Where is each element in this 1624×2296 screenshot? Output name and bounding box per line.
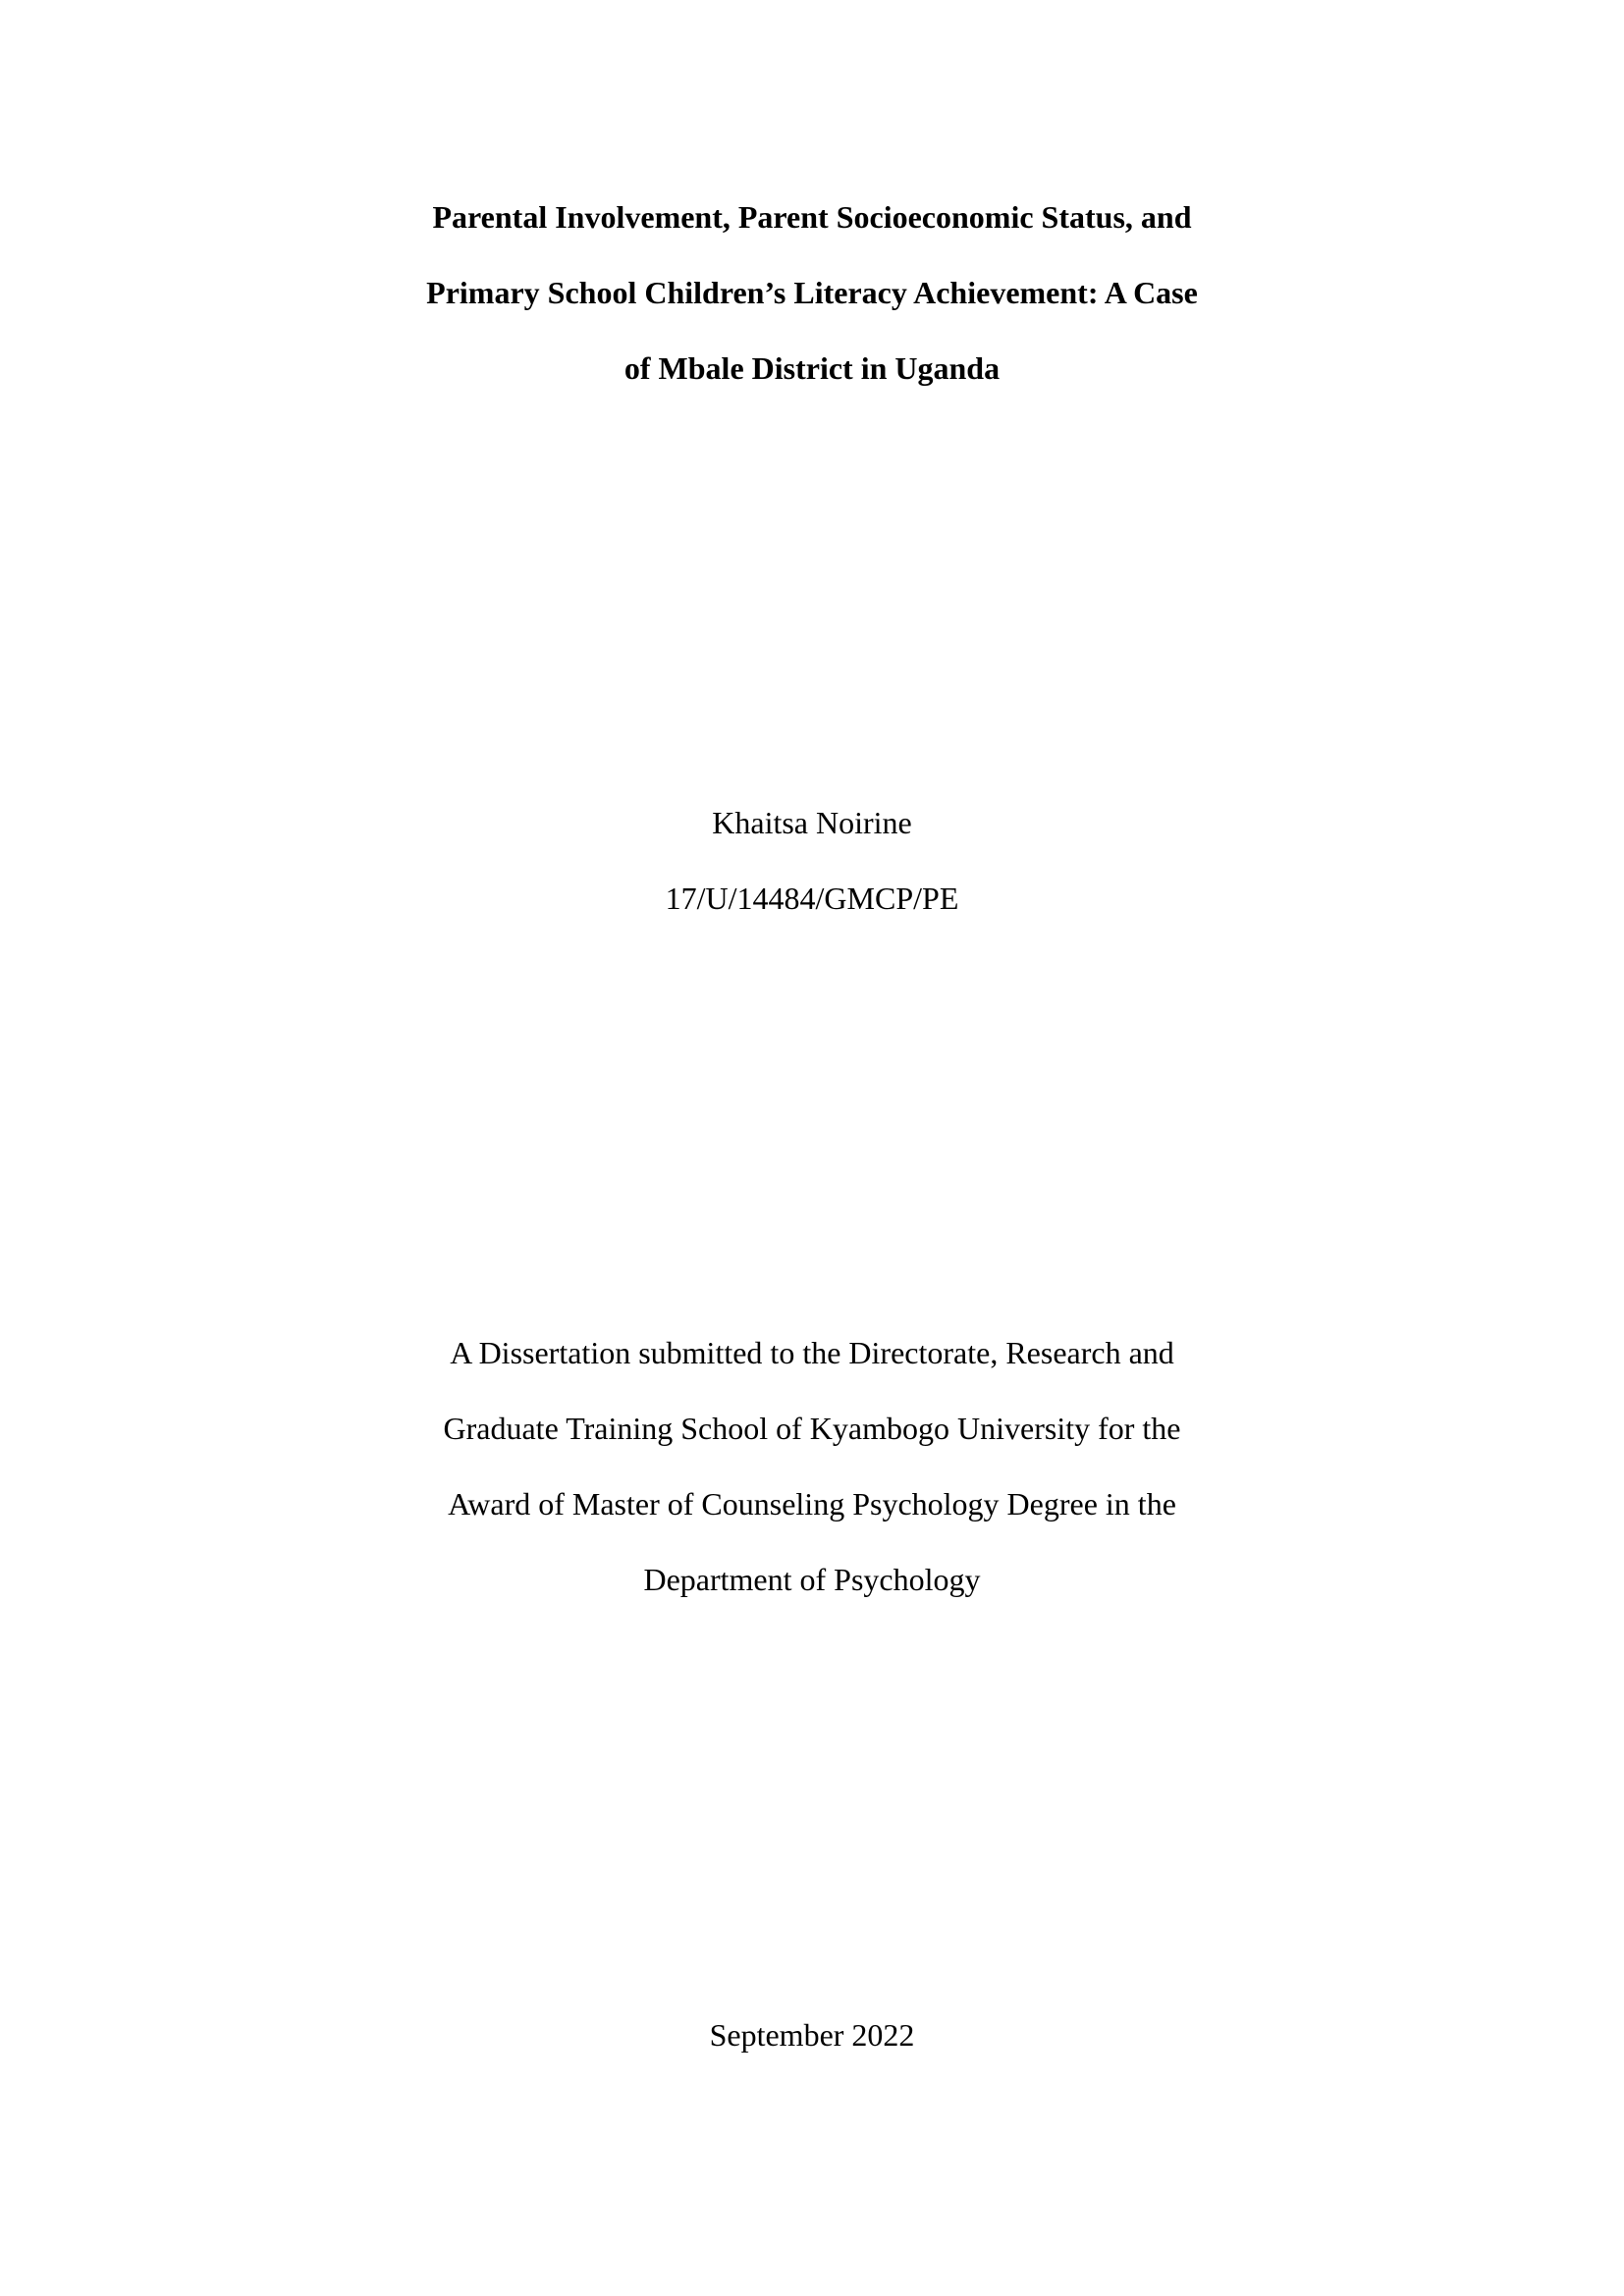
submission-date: September 2022 xyxy=(709,2017,915,2053)
statement-line-4: Department of Psychology xyxy=(643,1562,981,1597)
submission-statement xyxy=(0,1315,1624,1618)
author-name: Khaitsa Noirine xyxy=(712,805,912,840)
dissertation-title xyxy=(0,180,1624,406)
statement-line-1: A Dissertation submitted to the Directorate, Research and xyxy=(450,1335,1174,1370)
submission-date-block xyxy=(0,1998,1624,2073)
title-line-2: Primary School Children’s Literacy Achievement: A Case xyxy=(426,275,1198,310)
statement-line-2: Graduate Training School of Kyambogo University for the xyxy=(443,1411,1181,1446)
title-line-1: Parental Involvement, Parent Socioeconomic Status, and xyxy=(432,199,1192,235)
statement-line-3: Award of Master of Counseling Psychology Degree in the xyxy=(448,1486,1176,1522)
title-line-3: of Mbale District in Uganda xyxy=(623,350,1001,386)
registration-number: 17/U/14484/GMCP/PE xyxy=(665,881,959,916)
author-block xyxy=(0,785,1624,936)
